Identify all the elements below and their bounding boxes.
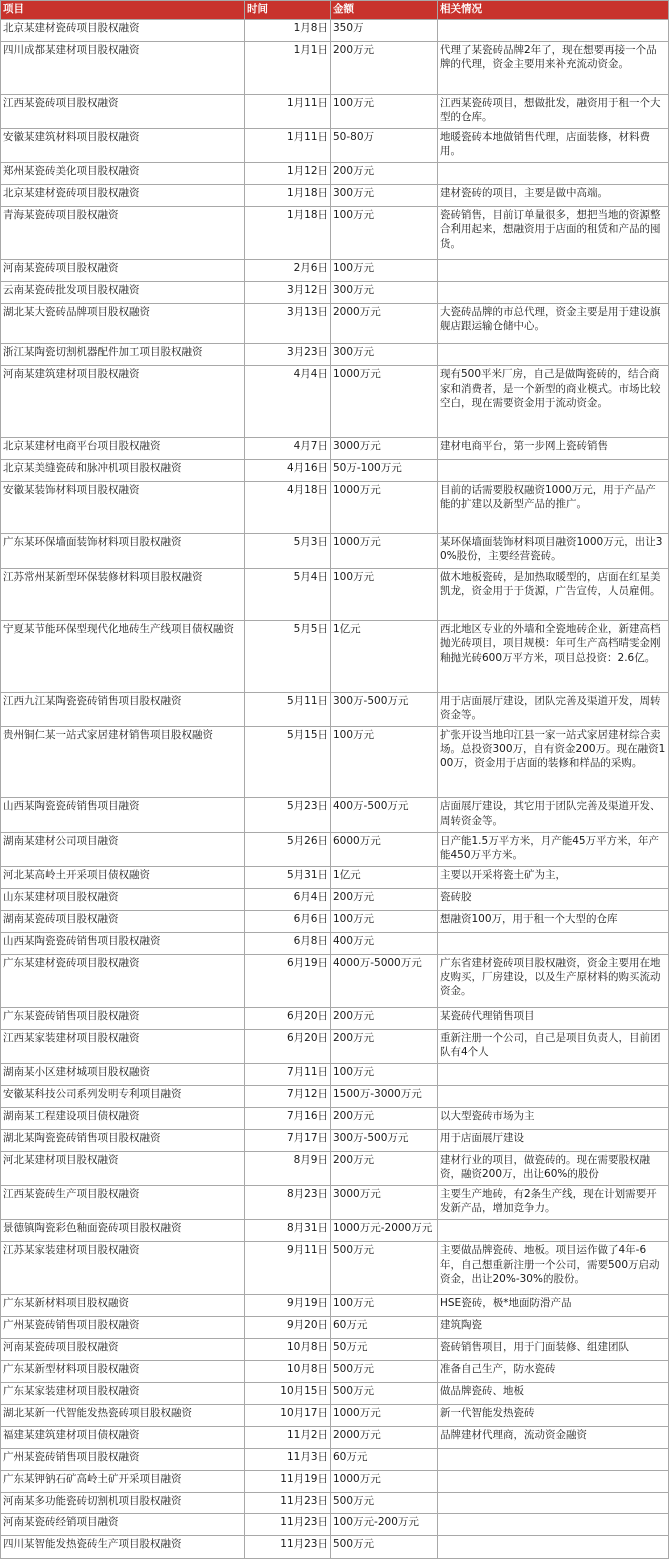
time-cell: 9月20日 bbox=[245, 1317, 331, 1339]
project-cell: 湖北某大瓷砖品牌项目股权融资 bbox=[1, 303, 245, 344]
time-cell: 5月5日 bbox=[245, 621, 331, 692]
amount-cell: 300万-500万元 bbox=[331, 1129, 438, 1151]
project-cell: 四川成都某建材项目股权融资 bbox=[1, 41, 245, 94]
project-cell: 宁夏某节能环保型现代化地砖生产线项目债权融资 bbox=[1, 621, 245, 692]
project-cell: 北京某美缝瓷砖和脉冲机项目股权融资 bbox=[1, 459, 245, 481]
info-cell: 日产能1.5万平方米，月产能45万平方米，年产能450万平方米。 bbox=[438, 832, 669, 866]
info-cell: 大瓷砖品牌的市总代理，资金主要是用于建设旗舰店跟运输仓储中心。 bbox=[438, 303, 669, 344]
info-cell: 重新注册一个公司，自己是项目负责人，目前团队有4个人 bbox=[438, 1029, 669, 1063]
time-cell: 1月12日 bbox=[245, 163, 331, 185]
table-row bbox=[1, 1426, 669, 1448]
amount-cell: 200万元 bbox=[331, 889, 438, 911]
project-cell: 北京某建材瓷砖项目股权融资 bbox=[1, 185, 245, 207]
info-cell bbox=[438, 1448, 669, 1470]
table-row bbox=[1, 727, 669, 798]
info-cell: 想融资100万，用于租一个大型的仓库 bbox=[438, 911, 669, 933]
table-row bbox=[1, 1085, 669, 1107]
time-cell: 6月8日 bbox=[245, 932, 331, 954]
table-row bbox=[1, 621, 669, 692]
time-cell: 6月4日 bbox=[245, 889, 331, 911]
table-row bbox=[1, 1029, 669, 1063]
project-cell: 云南某瓷砖批发项目股权融资 bbox=[1, 281, 245, 303]
amount-cell: 60万元 bbox=[331, 1448, 438, 1470]
time-cell: 1月8日 bbox=[245, 20, 331, 42]
table-row bbox=[1, 344, 669, 366]
table-header-row bbox=[1, 1, 669, 20]
time-cell: 4月4日 bbox=[245, 366, 331, 437]
column-header-info: 相关情况 bbox=[438, 1, 669, 20]
table-row bbox=[1, 20, 669, 42]
time-cell: 5月26日 bbox=[245, 832, 331, 866]
table-row bbox=[1, 889, 669, 911]
amount-cell: 400万元 bbox=[331, 932, 438, 954]
project-cell: 北京某建材瓷砖项目股权融资 bbox=[1, 20, 245, 42]
project-cell: 青海某瓷砖项目股权融资 bbox=[1, 207, 245, 260]
time-cell: 5月15日 bbox=[245, 727, 331, 798]
time-cell: 6月6日 bbox=[245, 911, 331, 933]
info-cell: 主要以开采将瓷土矿为主， bbox=[438, 867, 669, 889]
info-cell: 江西某瓷砖项目，想做批发，融资用于租一个大型的仓库。 bbox=[438, 94, 669, 128]
table-row bbox=[1, 185, 669, 207]
info-cell bbox=[438, 1063, 669, 1085]
info-cell: 建材行业的项目，做瓷砖的。现在需要股权融资，融资200万，出让60%的股份 bbox=[438, 1151, 669, 1185]
info-cell: 建材电商平台，第一步网上瓷砖销售 bbox=[438, 437, 669, 459]
info-cell: 西北地区专业的外墙和全瓷地砖企业，新建高档抛光砖项目，项目规模：年可生产高档晴雯金刚釉抛光砖600万平方米，项目总投资：2.6亿。 bbox=[438, 621, 669, 692]
project-cell: 景德镇陶瓷彩色釉面瓷砖项目股权融资 bbox=[1, 1220, 245, 1242]
project-cell: 北京某建材电商平台项目股权融资 bbox=[1, 437, 245, 459]
project-cell: 广东某新型材料项目股权融资 bbox=[1, 1360, 245, 1382]
info-cell bbox=[438, 459, 669, 481]
time-cell: 10月15日 bbox=[245, 1382, 331, 1404]
project-cell: 山西某陶瓷瓷砖销售项目融资 bbox=[1, 798, 245, 832]
time-cell: 8月9日 bbox=[245, 1151, 331, 1185]
info-cell bbox=[438, 1492, 669, 1514]
project-cell: 浙江某陶瓷切割机器配件加工项目股权融资 bbox=[1, 344, 245, 366]
table-row bbox=[1, 798, 669, 832]
amount-cell: 500万元 bbox=[331, 1536, 438, 1559]
project-cell: 湖北某陶瓷瓷砖销售项目股权融资 bbox=[1, 1129, 245, 1151]
info-cell: 做木地板瓷砖，是加热取暖型的，店面在红星美凯龙，资金用于于货源，广告宣传，人员雇佣。 bbox=[438, 568, 669, 621]
time-cell: 11月19日 bbox=[245, 1470, 331, 1492]
table-row bbox=[1, 1007, 669, 1029]
info-cell: 建筑陶瓷 bbox=[438, 1317, 669, 1339]
table-row bbox=[1, 1107, 669, 1129]
table-row bbox=[1, 1129, 669, 1151]
table-row bbox=[1, 911, 669, 933]
project-cell: 湖南某建材公司项目融资 bbox=[1, 832, 245, 866]
amount-cell: 2000万元 bbox=[331, 303, 438, 344]
time-cell: 10月8日 bbox=[245, 1360, 331, 1382]
amount-cell: 300万元 bbox=[331, 344, 438, 366]
time-cell: 2月6日 bbox=[245, 259, 331, 281]
project-cell: 江西某家装建材项目股权融资 bbox=[1, 1029, 245, 1063]
table-row bbox=[1, 1448, 669, 1470]
table-row bbox=[1, 259, 669, 281]
amount-cell: 200万元 bbox=[331, 1029, 438, 1063]
project-cell: 河南某瓷砖经销项目融资 bbox=[1, 1514, 245, 1536]
info-cell: 新一代智能发热瓷砖 bbox=[438, 1404, 669, 1426]
table-row bbox=[1, 437, 669, 459]
amount-cell: 300万-500万元 bbox=[331, 692, 438, 726]
table-row bbox=[1, 954, 669, 1007]
time-cell: 5月4日 bbox=[245, 568, 331, 621]
amount-cell: 300万元 bbox=[331, 281, 438, 303]
time-cell: 3月13日 bbox=[245, 303, 331, 344]
time-cell: 6月20日 bbox=[245, 1029, 331, 1063]
project-cell: 江西某瓷砖项目股权融资 bbox=[1, 94, 245, 128]
amount-cell: 350万 bbox=[331, 20, 438, 42]
info-cell: 目前的话需要股权融资1000万元，用于产品产能的扩建以及新型产品的推广。 bbox=[438, 481, 669, 534]
project-cell: 河北某高岭土开采项目债权融资 bbox=[1, 867, 245, 889]
amount-cell: 200万元 bbox=[331, 1107, 438, 1129]
table-row bbox=[1, 692, 669, 726]
info-cell bbox=[438, 1470, 669, 1492]
project-cell: 广东某建材瓷砖项目股权融资 bbox=[1, 954, 245, 1007]
time-cell: 8月23日 bbox=[245, 1186, 331, 1220]
table-row bbox=[1, 94, 669, 128]
column-header-amount: 金额 bbox=[331, 1, 438, 20]
project-cell: 河南某瓷砖项目股权融资 bbox=[1, 1338, 245, 1360]
info-cell: 瓷砖胶 bbox=[438, 889, 669, 911]
project-cell: 河南某多功能瓷砖切割机项目股权融资 bbox=[1, 1492, 245, 1514]
time-cell: 6月20日 bbox=[245, 1007, 331, 1029]
time-cell: 8月31日 bbox=[245, 1220, 331, 1242]
info-cell: 品牌建材代理商，流动资金融资 bbox=[438, 1426, 669, 1448]
table-row bbox=[1, 1186, 669, 1220]
time-cell: 4月16日 bbox=[245, 459, 331, 481]
project-cell: 广东某环保墙面装饰材料项目股权融资 bbox=[1, 534, 245, 568]
amount-cell: 100万元 bbox=[331, 911, 438, 933]
table-row bbox=[1, 459, 669, 481]
table-row bbox=[1, 1360, 669, 1382]
table-row bbox=[1, 568, 669, 621]
info-cell: 地暖瓷砖本地做销售代理，店面装修，材料费用。 bbox=[438, 129, 669, 163]
amount-cell: 500万元 bbox=[331, 1242, 438, 1295]
info-cell: 以大型瓷砖市场为主 bbox=[438, 1107, 669, 1129]
table-row bbox=[1, 1338, 669, 1360]
info-cell: 主要生产地砖，有2条生产线，现在计划需要开发新产品，增加竞争力。 bbox=[438, 1186, 669, 1220]
project-cell: 河南某建筑建材项目股权融资 bbox=[1, 366, 245, 437]
time-cell: 11月2日 bbox=[245, 1426, 331, 1448]
project-cell: 安徽某建筑材料项目股权融资 bbox=[1, 129, 245, 163]
time-cell: 9月19日 bbox=[245, 1295, 331, 1317]
amount-cell: 100万元-200万元 bbox=[331, 1514, 438, 1536]
project-cell: 福建某建筑建材项目债权融资 bbox=[1, 1426, 245, 1448]
info-cell: 广东省建材瓷砖项目股权融资，资金主要用在地皮购买，厂房建设，以及生产原材料的购买流动资金。 bbox=[438, 954, 669, 1007]
table-row bbox=[1, 1151, 669, 1185]
info-cell: 用于店面展厅建设，团队完善及渠道开发，周转资金等。 bbox=[438, 692, 669, 726]
info-cell bbox=[438, 1220, 669, 1242]
table-row bbox=[1, 1382, 669, 1404]
table-row bbox=[1, 481, 669, 534]
table-row bbox=[1, 207, 669, 260]
time-cell: 1月18日 bbox=[245, 207, 331, 260]
table-row bbox=[1, 303, 669, 344]
amount-cell: 100万元 bbox=[331, 207, 438, 260]
amount-cell: 3000万元 bbox=[331, 1186, 438, 1220]
info-cell: 瓷砖销售，目前订单量很多，想把当地的资源整合利用起来，想融资用于店面的租赁和产品的囤货。 bbox=[438, 207, 669, 260]
info-cell: 建材瓷砖的项目，主要是做中高端。 bbox=[438, 185, 669, 207]
amount-cell: 500万元 bbox=[331, 1492, 438, 1514]
amount-cell: 1000万元-2000万元 bbox=[331, 1220, 438, 1242]
info-cell: 现有500平米厂房，自己是做陶瓷砖的，结合商家和消费者，是一个新型的商业模式。市场比较空白，现在需要资金用于流动资金。 bbox=[438, 366, 669, 437]
time-cell: 11月23日 bbox=[245, 1514, 331, 1536]
amount-cell: 200万元 bbox=[331, 163, 438, 185]
table-row bbox=[1, 867, 669, 889]
project-cell: 广东某家装建材项目股权融资 bbox=[1, 1382, 245, 1404]
info-cell bbox=[438, 163, 669, 185]
project-cell: 山西某陶瓷瓷砖销售项目股权融资 bbox=[1, 932, 245, 954]
time-cell: 5月31日 bbox=[245, 867, 331, 889]
time-cell: 4月7日 bbox=[245, 437, 331, 459]
amount-cell: 100万元 bbox=[331, 259, 438, 281]
table-row bbox=[1, 1536, 669, 1559]
amount-cell: 100万元 bbox=[331, 727, 438, 798]
table-row bbox=[1, 1063, 669, 1085]
time-cell: 7月12日 bbox=[245, 1085, 331, 1107]
time-cell: 1月18日 bbox=[245, 185, 331, 207]
time-cell: 3月23日 bbox=[245, 344, 331, 366]
table-body bbox=[1, 20, 669, 1559]
time-cell: 6月19日 bbox=[245, 954, 331, 1007]
project-cell: 广东某瓷砖销售项目股权融资 bbox=[1, 1007, 245, 1029]
project-cell: 江西九江某陶瓷瓷砖销售项目股权融资 bbox=[1, 692, 245, 726]
table-row bbox=[1, 1404, 669, 1426]
amount-cell: 1亿元 bbox=[331, 621, 438, 692]
time-cell: 1月11日 bbox=[245, 129, 331, 163]
amount-cell: 500万元 bbox=[331, 1382, 438, 1404]
column-header-project: 项目 bbox=[1, 1, 245, 20]
info-cell: 做品牌瓷砖、地板 bbox=[438, 1382, 669, 1404]
table-row bbox=[1, 366, 669, 437]
info-cell: HSE瓷砖，极*地面防滑产品 bbox=[438, 1295, 669, 1317]
info-cell bbox=[438, 344, 669, 366]
table-row bbox=[1, 1514, 669, 1536]
info-cell: 扩张开设当地印江县一家一站式家居建材综合卖场。总投资300万，自有资金200万。现在融资100万，资金用于店面的装修和样品的采购。 bbox=[438, 727, 669, 798]
project-cell: 广东某钾钠石矿高岭土矿开采项目融资 bbox=[1, 1470, 245, 1492]
table-row bbox=[1, 1317, 669, 1339]
info-cell: 店面展厅建设，其它用于团队完善及渠道开发、周转资金等。 bbox=[438, 798, 669, 832]
time-cell: 5月3日 bbox=[245, 534, 331, 568]
project-cell: 湖南某工程建设项目债权融资 bbox=[1, 1107, 245, 1129]
time-cell: 10月17日 bbox=[245, 1404, 331, 1426]
amount-cell: 50-80万 bbox=[331, 129, 438, 163]
amount-cell: 300万元 bbox=[331, 185, 438, 207]
info-cell: 主要做品牌瓷砖、地板。项目运作做了4年-6年，自己想重新注册一个公司，需要500万启动资金，出让20%-30%的股份。 bbox=[438, 1242, 669, 1295]
amount-cell: 100万元 bbox=[331, 1063, 438, 1085]
amount-cell: 1000万元 bbox=[331, 481, 438, 534]
time-cell: 7月17日 bbox=[245, 1129, 331, 1151]
amount-cell: 6000万元 bbox=[331, 832, 438, 866]
table-row bbox=[1, 932, 669, 954]
project-cell: 贵州铜仁某一站式家居建材销售项目股权融资 bbox=[1, 727, 245, 798]
amount-cell: 50万-100万元 bbox=[331, 459, 438, 481]
time-cell: 4月18日 bbox=[245, 481, 331, 534]
info-cell: 代理了某瓷砖品牌2年了，现在想要再接一个品牌的代理，资金主要用来补充流动资金。 bbox=[438, 41, 669, 94]
project-cell: 安徽某科技公司系列发明专利项目融资 bbox=[1, 1085, 245, 1107]
info-cell bbox=[438, 281, 669, 303]
amount-cell: 2000万元 bbox=[331, 1426, 438, 1448]
time-cell: 9月11日 bbox=[245, 1242, 331, 1295]
project-cell: 四川某智能发热瓷砖生产项目股权融资 bbox=[1, 1536, 245, 1559]
info-cell: 某瓷砖代理销售项目 bbox=[438, 1007, 669, 1029]
project-cell: 江苏常州某新型环保装修材料项目股权融资 bbox=[1, 568, 245, 621]
table-row bbox=[1, 1470, 669, 1492]
table-row bbox=[1, 281, 669, 303]
project-cell: 广州某瓷砖销售项目股权融资 bbox=[1, 1448, 245, 1470]
table-row bbox=[1, 1492, 669, 1514]
time-cell: 3月12日 bbox=[245, 281, 331, 303]
info-cell bbox=[438, 1085, 669, 1107]
amount-cell: 200万元 bbox=[331, 1007, 438, 1029]
amount-cell: 1000万元 bbox=[331, 1470, 438, 1492]
info-cell bbox=[438, 20, 669, 42]
amount-cell: 500万元 bbox=[331, 1360, 438, 1382]
table-row bbox=[1, 1220, 669, 1242]
table-row bbox=[1, 41, 669, 94]
column-header-time: 时间 bbox=[245, 1, 331, 20]
project-cell: 广州某瓷砖销售项目股权融资 bbox=[1, 1317, 245, 1339]
amount-cell: 1000万元 bbox=[331, 1404, 438, 1426]
amount-cell: 3000万元 bbox=[331, 437, 438, 459]
table-row bbox=[1, 129, 669, 163]
project-cell: 河北某建材项目股权融资 bbox=[1, 1151, 245, 1185]
table-row bbox=[1, 1295, 669, 1317]
project-cell: 湖南某瓷砖项目股权融资 bbox=[1, 911, 245, 933]
table-row bbox=[1, 832, 669, 866]
project-cell: 广东某新材料项目股权融资 bbox=[1, 1295, 245, 1317]
amount-cell: 1000万元 bbox=[331, 534, 438, 568]
time-cell: 1月1日 bbox=[245, 41, 331, 94]
time-cell: 1月11日 bbox=[245, 94, 331, 128]
amount-cell: 4000万-5000万元 bbox=[331, 954, 438, 1007]
time-cell: 7月11日 bbox=[245, 1063, 331, 1085]
project-cell: 江西某瓷砖生产项目股权融资 bbox=[1, 1186, 245, 1220]
info-cell bbox=[438, 1536, 669, 1559]
time-cell: 11月23日 bbox=[245, 1536, 331, 1559]
table-row bbox=[1, 163, 669, 185]
table-row bbox=[1, 534, 669, 568]
time-cell: 5月11日 bbox=[245, 692, 331, 726]
time-cell: 7月16日 bbox=[245, 1107, 331, 1129]
amount-cell: 50万元 bbox=[331, 1338, 438, 1360]
amount-cell: 200万元 bbox=[331, 1151, 438, 1185]
amount-cell: 400万-500万元 bbox=[331, 798, 438, 832]
project-cell: 山东某建材项目股权融资 bbox=[1, 889, 245, 911]
amount-cell: 200万元 bbox=[331, 41, 438, 94]
info-cell bbox=[438, 1514, 669, 1536]
amount-cell: 60万元 bbox=[331, 1317, 438, 1339]
time-cell: 11月23日 bbox=[245, 1492, 331, 1514]
time-cell: 11月3日 bbox=[245, 1448, 331, 1470]
amount-cell: 100万元 bbox=[331, 1295, 438, 1317]
table-row bbox=[1, 1242, 669, 1295]
project-cell: 安徽某装饰材料项目股权融资 bbox=[1, 481, 245, 534]
project-cell: 河南某瓷砖项目股权融资 bbox=[1, 259, 245, 281]
info-cell: 用于店面展厅建设 bbox=[438, 1129, 669, 1151]
time-cell: 5月23日 bbox=[245, 798, 331, 832]
amount-cell: 100万元 bbox=[331, 568, 438, 621]
info-cell: 瓷砖销售项目，用于门面装修、组建团队 bbox=[438, 1338, 669, 1360]
time-cell: 10月8日 bbox=[245, 1338, 331, 1360]
project-cell: 湖北某新一代智能发热瓷砖项目股权融资 bbox=[1, 1404, 245, 1426]
amount-cell: 100万元 bbox=[331, 94, 438, 128]
project-cell: 郑州某瓷砖美化项目股权融资 bbox=[1, 163, 245, 185]
project-cell: 湖南某小区建材城项目股权融资 bbox=[1, 1063, 245, 1085]
info-cell bbox=[438, 932, 669, 954]
amount-cell: 1000万元 bbox=[331, 366, 438, 437]
amount-cell: 1亿元 bbox=[331, 867, 438, 889]
amount-cell: 1500万-3000万元 bbox=[331, 1085, 438, 1107]
info-cell: 某环保墙面装饰材料项目融资1000万元，出让30%股份，主要经营瓷砖。 bbox=[438, 534, 669, 568]
info-cell: 准备自己生产，防水瓷砖 bbox=[438, 1360, 669, 1382]
project-cell: 江苏某家装建材项目股权融资 bbox=[1, 1242, 245, 1295]
info-cell bbox=[438, 259, 669, 281]
